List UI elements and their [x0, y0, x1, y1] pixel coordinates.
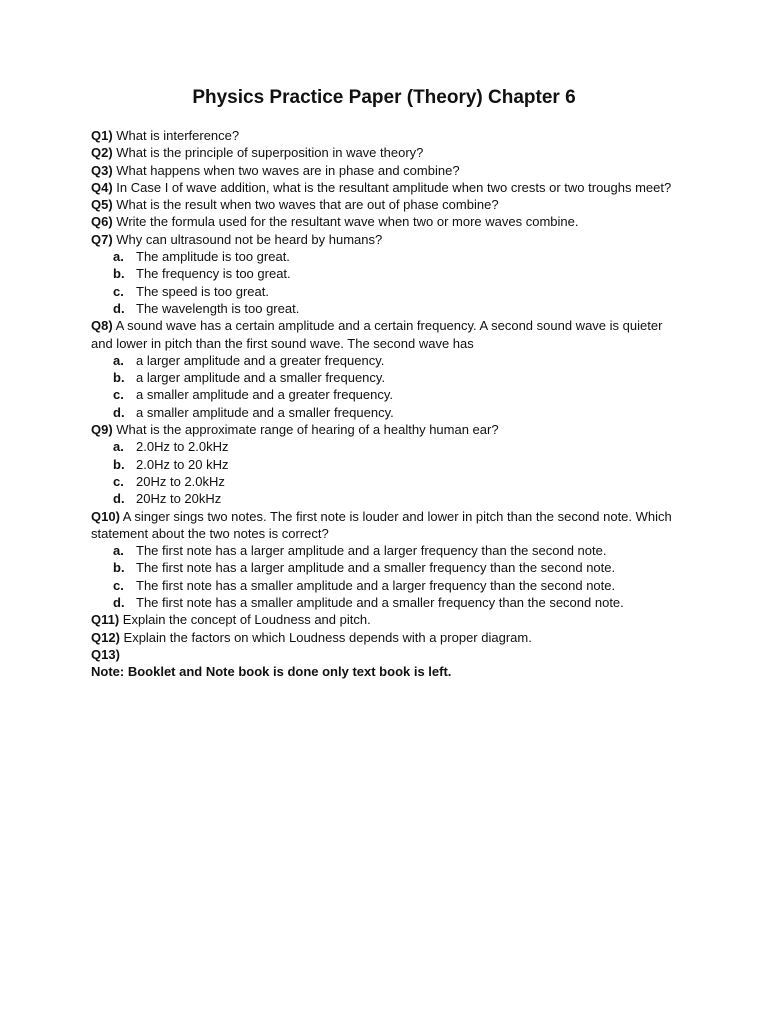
question-text: Explain the factors on which Loudness depends with a proper diagram.: [119, 629, 532, 645]
question-number: Q4): [91, 179, 113, 195]
option-text: The frequency is too great.: [136, 266, 291, 282]
option-letter: c.: [113, 577, 124, 593]
option-c: [91, 283, 681, 300]
question-9: [91, 421, 681, 438]
option-letter: a.: [113, 352, 124, 368]
option-a: [91, 438, 681, 455]
option-text: The first note has a smaller amplitude and a smaller frequency than the second note.: [136, 595, 624, 611]
option-c: [91, 473, 681, 490]
question-number: Q5): [91, 197, 113, 213]
question-text: What is the result when two waves that are out of phase combine?: [112, 197, 499, 213]
question-13: [91, 646, 681, 663]
question-4: [91, 179, 681, 196]
question-text: What happens when two waves are in phase and combine?: [112, 162, 460, 178]
question-list: [91, 127, 681, 681]
question-6: [91, 213, 681, 230]
option-letter: d.: [113, 404, 125, 420]
question-number: Q9): [91, 422, 113, 438]
question-5: [91, 196, 681, 213]
option-text: 20Hz to 20kHz: [136, 491, 222, 507]
option-letter: b.: [113, 456, 125, 472]
option-a: [91, 248, 681, 265]
option-letter: a.: [113, 439, 124, 455]
option-d: [91, 490, 681, 507]
question-number: Q7): [91, 231, 113, 247]
option-letter: d.: [113, 300, 125, 316]
question-1: [91, 127, 681, 144]
option-text: a smaller amplitude and a greater frequency.: [136, 387, 394, 403]
question-number: Q12): [91, 629, 120, 645]
option-text: The speed is too great.: [136, 283, 269, 299]
option-letter: c.: [113, 387, 124, 403]
option-letter: c.: [113, 473, 124, 489]
question-7-options: [91, 248, 681, 317]
question-number: Q3): [91, 162, 113, 178]
option-b: [91, 265, 681, 282]
question-number: Q1): [91, 128, 113, 143]
question-number: Q10): [91, 508, 120, 524]
question-9-options: [91, 438, 681, 507]
option-text: a larger amplitude and a smaller frequency.: [136, 370, 386, 386]
question-text: Explain the concept of Loudness and pitch.: [119, 612, 371, 628]
option-d: [91, 300, 681, 317]
option-text: The amplitude is too great.: [136, 249, 290, 265]
question-10-options: [91, 542, 681, 611]
question-8: [91, 317, 681, 352]
option-c: [91, 577, 681, 594]
option-letter: b.: [113, 266, 125, 282]
question-12: [91, 629, 681, 646]
option-letter: b.: [113, 370, 125, 386]
option-b: [91, 559, 681, 576]
question-number: Q2): [91, 145, 113, 161]
option-d: [91, 404, 681, 421]
option-c: [91, 386, 681, 403]
question-text: What is the principle of superposition in wave theory?: [112, 145, 424, 161]
question-text: In Case I of wave addition, what is the resultant amplitude when two crests or two troughs meet?: [112, 179, 672, 195]
question-text: A sound wave has a certain amplitude and a certain frequency. A second sound wave is quieter and lower in pitch than the first sound wave. The second wave has: [91, 318, 663, 351]
option-text: 20Hz to 2.0kHz: [136, 473, 225, 489]
option-text: The first note has a smaller amplitude and a larger frequency than the second note.: [136, 577, 616, 593]
option-letter: d.: [113, 491, 125, 507]
question-text: What is the approximate range of hearing of a healthy human ear?: [112, 422, 499, 438]
question-number: Q13): [91, 646, 120, 662]
question-10: [91, 508, 681, 543]
question-11: [91, 611, 681, 628]
option-b: [91, 456, 681, 473]
question-2: [91, 144, 681, 161]
option-letter: b.: [113, 560, 125, 576]
question-text: What is interference?: [112, 128, 240, 143]
option-text: a smaller amplitude and a smaller frequency.: [136, 404, 394, 420]
option-d: [91, 594, 681, 611]
question-text: A singer sings two notes. The first note is louder and lower in pitch than the second note. Which statement about the two notes is correct?: [91, 508, 672, 541]
option-text: 2.0Hz to 2.0kHz: [136, 439, 229, 455]
option-text: The first note has a larger amplitude and a smaller frequency than the second note.: [136, 560, 616, 576]
option-a: [91, 542, 681, 559]
option-text: The first note has a larger amplitude and a larger frequency than the second note.: [136, 543, 607, 559]
option-letter: a.: [113, 249, 124, 265]
question-number: Q11): [91, 612, 120, 628]
option-text: The wavelength is too great.: [136, 300, 300, 316]
option-text: a larger amplitude and a greater frequency.: [136, 352, 385, 368]
option-letter: d.: [113, 595, 125, 611]
option-letter: a.: [113, 543, 124, 559]
question-number: Q8): [91, 318, 113, 334]
page-title: Physics Practice Paper (Theory) Chapter 6: [192, 87, 576, 108]
question-7: [91, 231, 681, 248]
question-8-options: [91, 352, 681, 421]
question-number: Q6): [91, 214, 113, 230]
question-text: Why can ultrasound not be heard by humans?: [112, 231, 383, 247]
completion-note: Note: Booklet and Note book is done only text book is left.: [91, 664, 452, 680]
option-text: 2.0Hz to 20 kHz: [136, 456, 229, 472]
question-text: Write the formula used for the resultant wave when two or more waves combine.: [112, 214, 579, 230]
question-3: [91, 162, 681, 179]
option-b: [91, 369, 681, 386]
option-a: [91, 352, 681, 369]
option-letter: c.: [113, 283, 124, 299]
